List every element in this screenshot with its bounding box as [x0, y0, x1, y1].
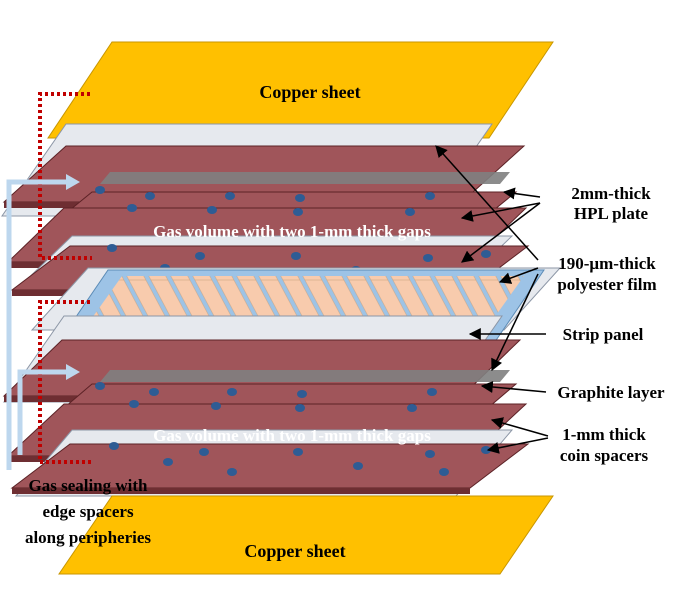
- coin-spacer: [95, 186, 105, 194]
- coin-spacer: [227, 388, 237, 396]
- hpl-plate-label-line2: HPL plate: [573, 204, 649, 223]
- coin-spacer: [423, 254, 433, 262]
- coin-spacer: [199, 448, 209, 456]
- coin-spacer: [107, 244, 117, 252]
- coin-spacer: [145, 192, 155, 200]
- gas-sealing-label-line3: along peripheries: [24, 528, 152, 547]
- graphite-layer-label: Graphite layer: [557, 383, 665, 402]
- coin-spacer: [427, 388, 437, 396]
- coin-spacer: [163, 458, 173, 466]
- coin-spacer: [405, 208, 415, 216]
- hpl-plate-label-line1: 2mm-thick: [571, 184, 651, 203]
- coin-spacer: [439, 468, 449, 476]
- copper-sheet-top-label: Copper sheet: [259, 82, 361, 102]
- coin-spacers-label-line2: coin spacers: [559, 446, 649, 465]
- coin-spacer: [407, 404, 417, 412]
- coin-spacer: [293, 448, 303, 456]
- coin-spacer: [297, 390, 307, 398]
- lower-gas-volume: [4, 316, 528, 496]
- film-label-line1: 190-μm-thick: [558, 254, 656, 273]
- coin-spacer: [425, 450, 435, 458]
- graphite-layer: [100, 370, 510, 382]
- copper-sheet-bottom-label: Copper sheet: [244, 541, 346, 561]
- coin-spacer: [195, 252, 205, 260]
- coin-spacer: [425, 192, 435, 200]
- coin-spacer: [291, 252, 301, 260]
- gas-volume-bottom-label: Gas volume with two 1-mm thick gaps: [153, 426, 431, 445]
- coin-spacer: [211, 402, 221, 410]
- coin-spacer: [481, 250, 491, 258]
- gas-volume-top-label: Gas volume with two 1-mm thick gaps: [153, 222, 431, 241]
- coin-spacers-label-line1: 1-mm thick: [562, 425, 646, 444]
- coin-spacer: [225, 192, 235, 200]
- film-label-line2: polyester film: [557, 275, 657, 294]
- gas-sealing-label-line2: edge spacers: [42, 502, 134, 521]
- coin-spacer: [295, 194, 305, 202]
- coin-spacer: [293, 208, 303, 216]
- coin-spacer: [129, 400, 139, 408]
- coin-spacer: [207, 206, 217, 214]
- coin-spacer: [95, 382, 105, 390]
- coin-spacer: [109, 442, 119, 450]
- coin-spacer: [227, 468, 237, 476]
- coin-spacer: [295, 404, 305, 412]
- strip-panel-label: Strip panel: [562, 325, 644, 344]
- coin-spacer: [353, 462, 363, 470]
- coin-spacer: [149, 388, 159, 396]
- gas-sealing-label-line1: Gas sealing with: [28, 476, 148, 495]
- coin-spacer: [127, 204, 137, 212]
